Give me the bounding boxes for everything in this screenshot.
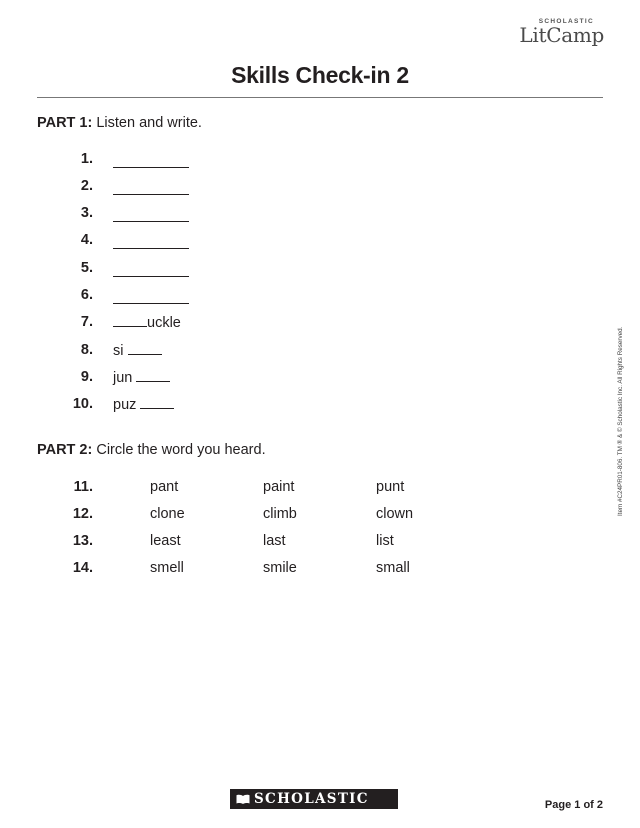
- answer-blank[interactable]: [113, 221, 189, 222]
- word-choice[interactable]: clown: [376, 506, 414, 522]
- word-choice[interactable]: pant: [150, 479, 179, 495]
- page-title: Skills Check-in 2: [231, 62, 409, 88]
- fragment-text: jun: [113, 370, 133, 386]
- answer-blank[interactable]: [113, 276, 189, 277]
- item-number: 7.: [80, 314, 93, 330]
- part2-label: PART 2:: [37, 442, 93, 458]
- answer-blank[interactable]: [113, 194, 189, 195]
- answer-blank[interactable]: [136, 369, 170, 382]
- copyright-note: Item #C24PR01-806. TM ® & © Scholastic Inc. All Rights Reserved.: [617, 326, 624, 516]
- fragment-text: uckle: [147, 315, 181, 331]
- item-number: 6.: [80, 287, 93, 303]
- word-fragment: [113, 396, 174, 413]
- word-choice[interactable]: punt: [376, 479, 405, 495]
- word-choice[interactable]: climb: [263, 506, 297, 522]
- answer-blank[interactable]: [113, 167, 189, 168]
- item-number: 10.: [72, 396, 93, 412]
- part2-instruction: Circle the word you heard.: [96, 442, 266, 458]
- word-choice[interactable]: least: [150, 533, 181, 549]
- word-fragment: [113, 314, 181, 331]
- page-number: Page 1 of 2: [544, 799, 603, 811]
- item-number: 5.: [80, 260, 93, 276]
- word-choice[interactable]: smile: [263, 560, 297, 576]
- word-choice[interactable]: paint: [263, 479, 295, 495]
- word-choice[interactable]: small: [376, 560, 410, 576]
- brand-publisher: SCHOLASTIC: [538, 18, 594, 25]
- item-number: 13.: [72, 533, 93, 549]
- item-number: 11.: [73, 479, 93, 495]
- part1-label: PART 1:: [37, 115, 93, 131]
- item-number: 12.: [72, 506, 93, 522]
- answer-blank[interactable]: [128, 342, 162, 355]
- item-number: 1.: [80, 151, 93, 167]
- brand-product: LitCamp: [519, 23, 604, 47]
- litcamp-logo: [519, 18, 604, 45]
- answer-blank[interactable]: [140, 396, 174, 409]
- word-fragment: [113, 342, 162, 359]
- scholastic-logo: [230, 789, 398, 809]
- item-number: 14.: [72, 560, 93, 576]
- logo-text: SCHOLASTIC: [254, 791, 369, 807]
- answer-blank[interactable]: [113, 303, 189, 304]
- answer-blank[interactable]: [113, 248, 189, 249]
- title-divider: [37, 97, 603, 98]
- open-book-icon: [236, 794, 250, 804]
- item-number: 9.: [80, 369, 93, 385]
- item-number: 3.: [80, 205, 93, 221]
- word-choice[interactable]: clone: [150, 506, 185, 522]
- fragment-text: puz: [113, 397, 137, 413]
- word-choice[interactable]: last: [263, 533, 286, 549]
- word-choice[interactable]: list: [376, 533, 394, 549]
- part2-heading: [37, 442, 266, 458]
- part1-instruction: Listen and write.: [96, 115, 202, 131]
- word-choice[interactable]: smell: [150, 560, 184, 576]
- item-number: 4.: [80, 232, 93, 248]
- answer-blank[interactable]: [113, 314, 147, 327]
- item-number: 2.: [80, 178, 93, 194]
- part1-heading: [37, 115, 202, 131]
- word-fragment: [113, 369, 170, 386]
- item-number: 8.: [80, 342, 93, 358]
- fragment-text: si: [113, 343, 124, 359]
